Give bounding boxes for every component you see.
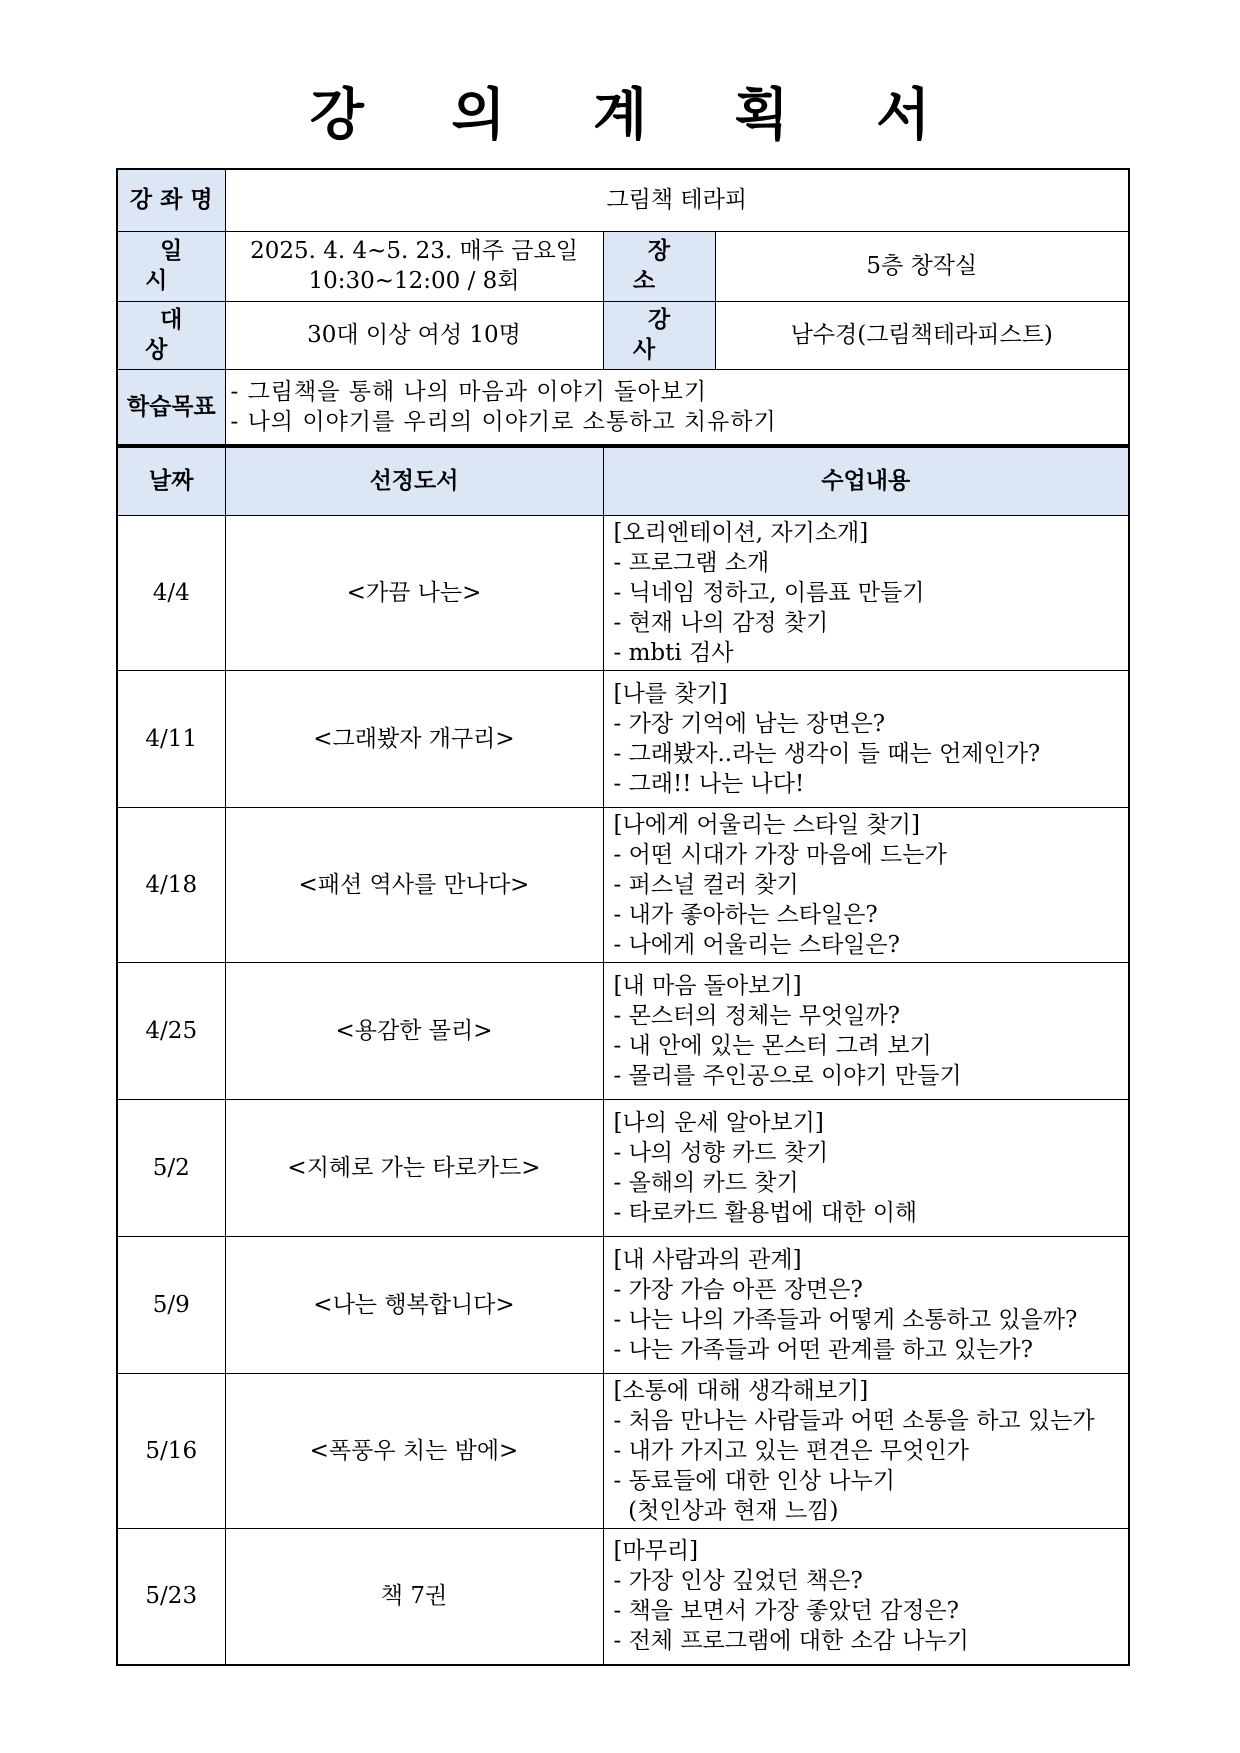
content-line: - 가장 가슴 아픈 장면은?: [613, 1276, 863, 1303]
content-line: [내 사람과의 관계]: [613, 1246, 802, 1273]
header-content: 수업내용: [603, 447, 1129, 515]
instructor-value: 남수경(그림책테라피스트): [715, 301, 1129, 369]
content-line: [나에게 어울리는 스타일 찾기]: [613, 811, 920, 838]
session-book: <나는 행복합니다>: [225, 1236, 603, 1373]
content-line: - 나에게 어울리는 스타일은?: [613, 931, 900, 958]
schedule-row: [117, 1236, 1129, 1373]
date-label: 일 시: [117, 231, 225, 301]
content-line: - 프로그램 소개: [613, 549, 770, 576]
date-line-2: 10:30~12:00 / 8회: [308, 268, 520, 294]
schedule-row: [117, 962, 1129, 1099]
goal-item: - 나의 이야기를 우리의 이야기로 소통하고 치유하기: [230, 408, 777, 435]
content-line: - 나는 가족들과 어떤 관계를 하고 있는가?: [613, 1336, 1033, 1363]
session-book: <가끔 나는>: [225, 515, 603, 670]
session-content: [603, 1373, 1129, 1528]
date-value: [225, 231, 603, 301]
target-value: 30대 이상 여성 10명: [225, 301, 603, 369]
content-line: - 몬스터의 정체는 무엇일까?: [613, 1002, 900, 1029]
session-date: 4/18: [117, 807, 225, 962]
content-line: [소통에 대해 생각해보기]: [613, 1377, 869, 1404]
header-book: 선정도서: [225, 447, 603, 515]
content-line: - 나는 나의 가족들과 어떻게 소통하고 있을까?: [613, 1306, 1078, 1333]
content-line: - 전체 프로그램에 대한 소감 나누기: [613, 1628, 969, 1655]
schedule-row: [117, 807, 1129, 962]
schedule-header-row: [117, 447, 1129, 515]
session-content: [603, 807, 1129, 962]
content-line: [오리엔테이션, 자기소개]: [613, 519, 869, 546]
session-date: 4/4: [117, 515, 225, 670]
session-date: 5/2: [117, 1099, 225, 1236]
session-content: [603, 1528, 1129, 1665]
place-label: 장 소: [603, 231, 715, 301]
content-line: - 가장 인상 깊었던 책은?: [613, 1568, 863, 1595]
header-date: 날짜: [117, 447, 225, 515]
document-title: 강 의 계 획 서: [309, 83, 965, 148]
session-date: 4/25: [117, 962, 225, 1099]
course-info-table: [116, 168, 1130, 446]
content-line: - 내가 가지고 있는 편견은 무엇인가: [613, 1437, 969, 1464]
session-content: [603, 670, 1129, 807]
session-book: <패션 역사를 만나다>: [225, 807, 603, 962]
content-line: (첫인상과 현재 느낌): [613, 1497, 839, 1524]
content-line: [내 마음 돌아보기]: [613, 972, 802, 999]
learning-goals: [225, 369, 1129, 445]
content-line: - 올해의 카드 찾기: [613, 1169, 799, 1196]
course-name-value: 그림책 테라피: [225, 169, 1129, 231]
content-line: - 어떤 시대가 가장 마음에 드는가: [613, 841, 947, 868]
session-book: <지혜로 가는 타로카드>: [225, 1099, 603, 1236]
content-line: - 나의 성향 카드 찾기: [613, 1139, 829, 1166]
content-line: - 그래!! 나는 나다!: [613, 770, 805, 797]
content-line: - 가장 기억에 남는 장면은?: [613, 710, 886, 737]
schedule-row: [117, 1099, 1129, 1236]
session-date: 5/16: [117, 1373, 225, 1528]
session-content: [603, 1236, 1129, 1373]
place-value: 5층 창작실: [715, 231, 1129, 301]
content-line: - 책을 보면서 가장 좋았던 감정은?: [613, 1598, 959, 1625]
content-line: [나의 운세 알아보기]: [613, 1109, 824, 1136]
session-date: 5/9: [117, 1236, 225, 1373]
schedule-table: [116, 446, 1130, 1666]
learning-goals-label: 학습목표: [117, 369, 225, 445]
target-label: 대 상: [117, 301, 225, 369]
session-content: [603, 515, 1129, 670]
content-line: - 퍼스널 컬러 찾기: [613, 871, 799, 898]
session-content: [603, 962, 1129, 1099]
schedule-row: [117, 1373, 1129, 1528]
content-line: - 닉네임 정하고, 이름표 만들기: [613, 579, 925, 606]
goal-item: - 그림책을 통해 나의 마음과 이야기 돌아보기: [230, 378, 708, 405]
session-book: <그래봤자 개구리>: [225, 670, 603, 807]
session-date: 4/11: [117, 670, 225, 807]
session-book: <폭풍우 치는 밤에>: [225, 1373, 603, 1528]
content-line: - 처음 만나는 사람들과 어떤 소통을 하고 있는가: [613, 1407, 1095, 1434]
session-content: [603, 1099, 1129, 1236]
schedule-row: [117, 1528, 1129, 1665]
content-line: - 내가 좋아하는 스타일은?: [613, 901, 878, 928]
content-line: - 그래봤자..라는 생각이 들 때는 언제인가?: [613, 740, 1041, 767]
content-line: - 현재 나의 감정 찾기: [613, 609, 829, 636]
content-line: - 몰리를 주인공으로 이야기 만들기: [613, 1062, 962, 1089]
session-book: <용감한 몰리>: [225, 962, 603, 1099]
content-line: - 내 안에 있는 몬스터 그려 보기: [613, 1032, 932, 1059]
content-line: [나를 찾기]: [613, 680, 728, 707]
instructor-label: 강 사: [603, 301, 715, 369]
content-line: - mbti 검사: [613, 639, 734, 666]
session-book: 책 7권: [225, 1528, 603, 1665]
course-name-label: 강 좌 명: [117, 169, 225, 231]
content-line: - 동료들에 대한 인상 나누기: [613, 1467, 895, 1494]
content-line: [마무리]: [613, 1538, 699, 1565]
content-line: - 타로카드 활용법에 대한 이해: [613, 1199, 918, 1226]
schedule-row: [117, 670, 1129, 807]
schedule-row: [117, 515, 1129, 670]
date-line-1: 2025. 4. 4~5. 23. 매주 금요일: [250, 238, 578, 264]
session-date: 5/23: [117, 1528, 225, 1665]
